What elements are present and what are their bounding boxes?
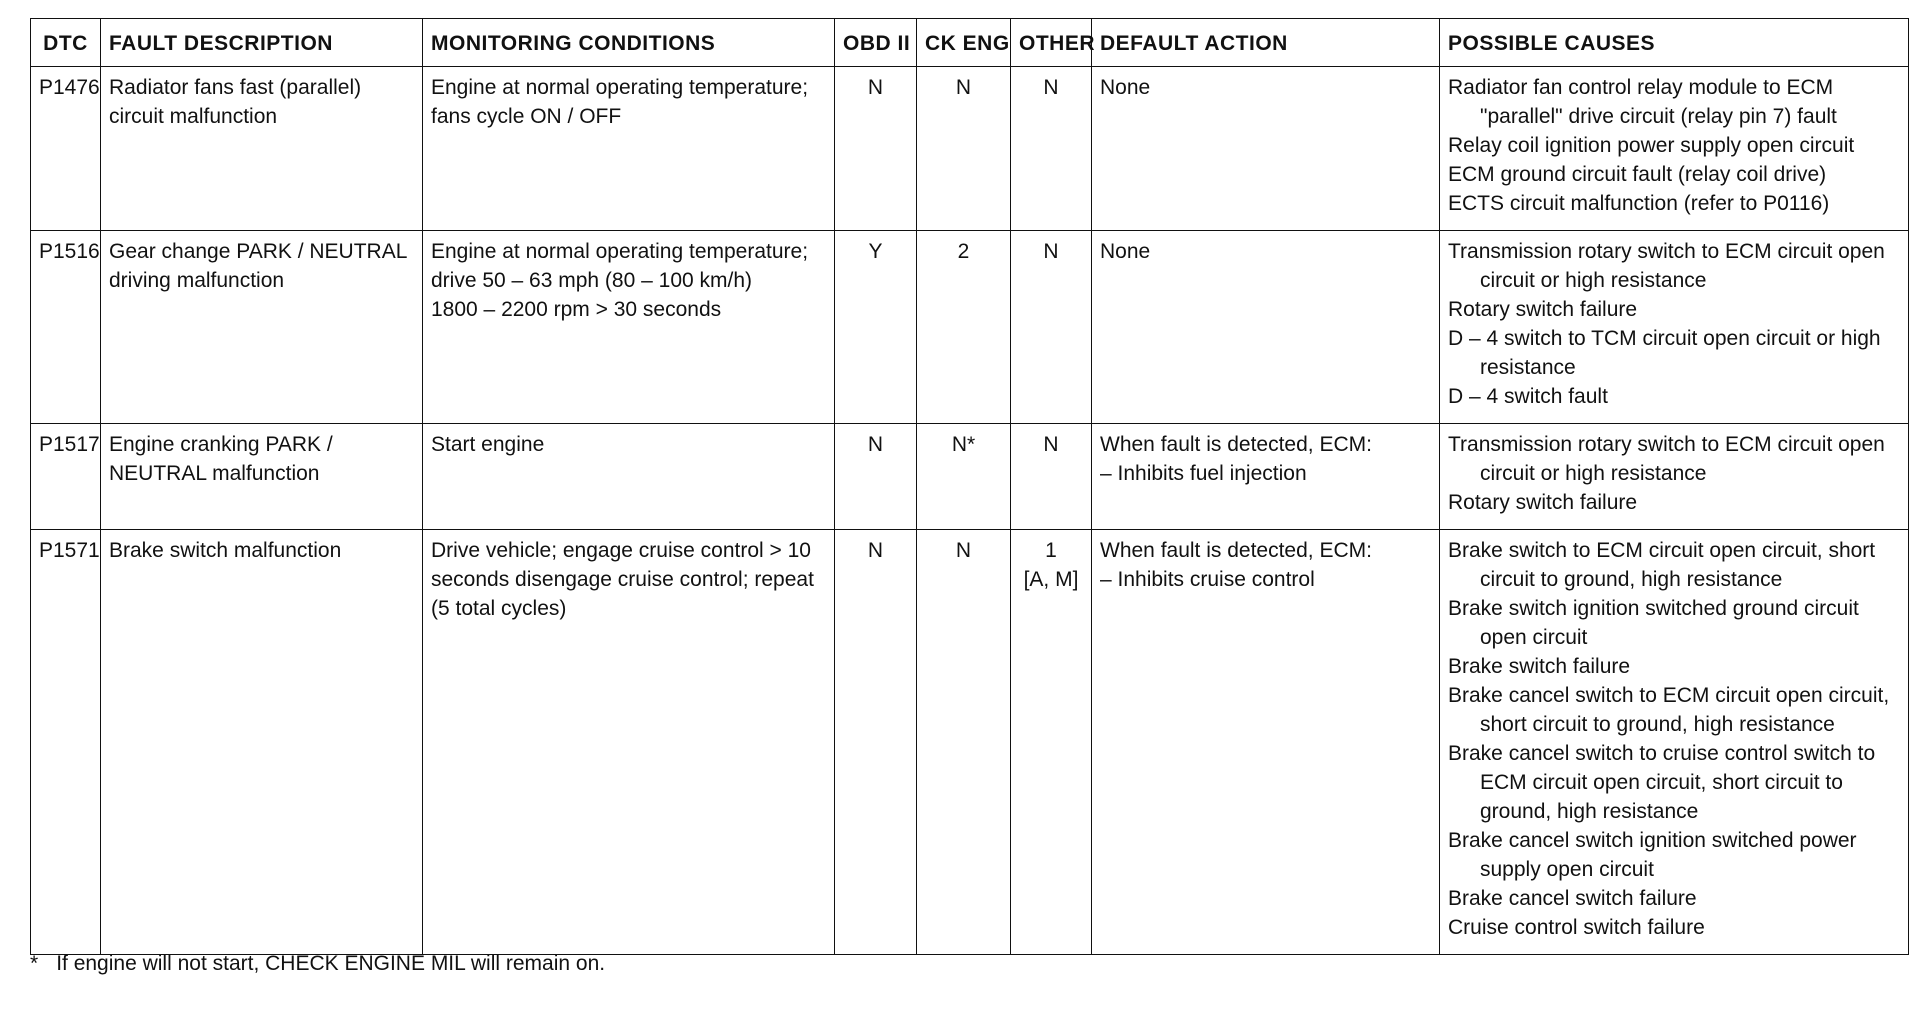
possible-cause: D – 4 switch fault bbox=[1448, 385, 1608, 408]
header-row bbox=[31, 19, 1909, 67]
possible-causes-cell bbox=[1440, 67, 1909, 231]
ck-eng-value: N bbox=[955, 539, 972, 562]
possible-cause: Brake switch failure bbox=[1448, 655, 1631, 678]
obd-ii-value: N bbox=[867, 76, 884, 99]
obd-ii-value: N bbox=[867, 539, 884, 562]
monitoring-line: Engine at normal operating temperature; fans cycle ON / OFF bbox=[431, 76, 809, 128]
possible-cause: Brake cancel switch ignition switched power supply open circuit bbox=[1448, 829, 1857, 881]
default-action-line: None bbox=[1100, 240, 1151, 263]
possible-cause: Brake cancel switch to ECM circuit open circuit, short circuit to ground, high resistance bbox=[1448, 684, 1890, 736]
fault-description: Engine cranking PARK / NEUTRAL malfunction bbox=[109, 433, 333, 485]
monitoring-line: Drive vehicle; engage cruise control > 10 seconds disengage cruise control; repeat (5 total cycles) bbox=[431, 539, 814, 620]
obd-ii-cell bbox=[835, 424, 917, 530]
other-value: [A, M] bbox=[1023, 568, 1079, 591]
possible-cause: Transmission rotary switch to ECM circuit open circuit or high resistance bbox=[1448, 240, 1885, 292]
other-cell bbox=[1011, 530, 1092, 955]
obd-ii-value: N bbox=[867, 433, 884, 456]
ck-eng-value: N* bbox=[951, 433, 976, 456]
fault-description: Gear change PARK / NEUTRAL driving malfunction bbox=[109, 240, 407, 292]
ck-eng-value: 2 bbox=[957, 240, 970, 263]
possible-causes-cell bbox=[1440, 424, 1909, 530]
fault-description: Brake switch malfunction bbox=[109, 539, 342, 562]
other-value: N bbox=[1043, 433, 1059, 456]
default-action-line: When fault is detected, ECM: bbox=[1100, 433, 1372, 456]
ck-eng-cell bbox=[917, 231, 1011, 424]
other-value: 1 bbox=[1045, 539, 1057, 562]
possible-causes-cell bbox=[1440, 530, 1909, 955]
possible-cause: Rotary switch failure bbox=[1448, 298, 1638, 321]
default-action-cell bbox=[1092, 67, 1440, 231]
dtc-code-cell bbox=[31, 231, 101, 424]
dtc-code-cell bbox=[31, 424, 101, 530]
possible-causes-cell bbox=[1440, 231, 1909, 424]
header-fault-description: FAULT DESCRIPTION bbox=[101, 19, 423, 67]
other-cell bbox=[1011, 67, 1092, 231]
possible-cause: Cruise control switch failure bbox=[1448, 916, 1705, 939]
fault-description: Radiator fans fast (parallel) circuit malfunction bbox=[109, 76, 362, 128]
obd-ii-cell bbox=[835, 530, 917, 955]
ck-eng-cell bbox=[917, 530, 1011, 955]
dtc-code-cell bbox=[31, 530, 101, 955]
table-row bbox=[31, 424, 1909, 530]
other-cell bbox=[1011, 424, 1092, 530]
default-action-cell bbox=[1092, 231, 1440, 424]
default-action-line: None bbox=[1100, 76, 1151, 99]
table-body bbox=[31, 67, 1909, 955]
monitoring-conditions-cell bbox=[423, 530, 835, 955]
header-default-action: DEFAULT ACTION bbox=[1092, 19, 1440, 67]
header-other: OTHER bbox=[1011, 19, 1092, 67]
possible-cause: Rotary switch failure bbox=[1448, 491, 1638, 514]
default-action-line: – Inhibits cruise control bbox=[1100, 568, 1315, 591]
table-row bbox=[31, 530, 1909, 955]
monitoring-conditions-cell bbox=[423, 231, 835, 424]
monitoring-line: 1800 – 2200 rpm > 30 seconds bbox=[431, 298, 722, 321]
obd-ii-cell bbox=[835, 231, 917, 424]
header-dtc: DTC bbox=[31, 19, 101, 67]
fault-description-cell bbox=[101, 67, 423, 231]
other-value: N bbox=[1043, 76, 1059, 99]
dtc-code: P1476 bbox=[39, 76, 100, 99]
obd-ii-value: Y bbox=[868, 240, 883, 263]
footnote-text: If engine will not start, CHECK ENGINE MIL will remain on. bbox=[56, 952, 606, 975]
monitoring-conditions-cell bbox=[423, 67, 835, 231]
possible-cause: Transmission rotary switch to ECM circuit open circuit or high resistance bbox=[1448, 433, 1885, 485]
dtc-code: P1516 bbox=[39, 240, 100, 263]
obd-ii-cell bbox=[835, 67, 917, 231]
default-action-line: – Inhibits fuel injection bbox=[1100, 462, 1307, 485]
header-ck-eng: CK ENG bbox=[917, 19, 1011, 67]
table-row bbox=[31, 231, 1909, 424]
monitoring-conditions-cell bbox=[423, 424, 835, 530]
other-value: N bbox=[1043, 240, 1059, 263]
possible-cause: Brake cancel switch to cruise control switch to ECM circuit open circuit, short circuit to ground, high resistance bbox=[1448, 742, 1876, 823]
monitoring-line: Start engine bbox=[431, 433, 545, 456]
dtc-table bbox=[30, 18, 1909, 955]
dtc-code: P1517 bbox=[39, 433, 100, 456]
ck-eng-cell bbox=[917, 67, 1011, 231]
default-action-cell bbox=[1092, 530, 1440, 955]
dtc-code: P1571 bbox=[39, 539, 100, 562]
ck-eng-cell bbox=[917, 424, 1011, 530]
header-obd-ii: OBD II bbox=[835, 19, 917, 67]
possible-cause: Brake cancel switch failure bbox=[1448, 887, 1697, 910]
possible-cause: ECM ground circuit fault (relay coil drive) bbox=[1448, 163, 1827, 186]
header-monitoring-conditions: MONITORING CONDITIONS bbox=[423, 19, 835, 67]
possible-cause: Radiator fan control relay module to ECM "parallel" drive circuit (relay pin 7) fault bbox=[1448, 76, 1837, 128]
header-possible-causes: POSSIBLE CAUSES bbox=[1440, 19, 1909, 67]
dtc-table-container bbox=[30, 18, 1908, 955]
possible-cause: Brake switch to ECM circuit open circuit, short circuit to ground, high resistance bbox=[1448, 539, 1876, 591]
footnote-marker: * bbox=[30, 952, 39, 975]
other-cell bbox=[1011, 231, 1092, 424]
possible-cause: Relay coil ignition power supply open circuit bbox=[1448, 134, 1855, 157]
dtc-code-cell bbox=[31, 67, 101, 231]
default-action-line: When fault is detected, ECM: bbox=[1100, 539, 1372, 562]
monitoring-line: Engine at normal operating temperature; drive 50 – 63 mph (80 – 100 km/h) bbox=[431, 240, 809, 292]
possible-cause: D – 4 switch to TCM circuit open circuit or high resistance bbox=[1448, 327, 1881, 379]
possible-cause: Brake switch ignition switched ground circuit open circuit bbox=[1448, 597, 1859, 649]
possible-cause: ECTS circuit malfunction (refer to P0116) bbox=[1448, 192, 1830, 215]
fault-description-cell bbox=[101, 530, 423, 955]
fault-description-cell bbox=[101, 231, 423, 424]
ck-eng-value: N bbox=[955, 76, 972, 99]
fault-description-cell bbox=[101, 424, 423, 530]
table-row bbox=[31, 67, 1909, 231]
footnote bbox=[30, 952, 605, 976]
default-action-cell bbox=[1092, 424, 1440, 530]
